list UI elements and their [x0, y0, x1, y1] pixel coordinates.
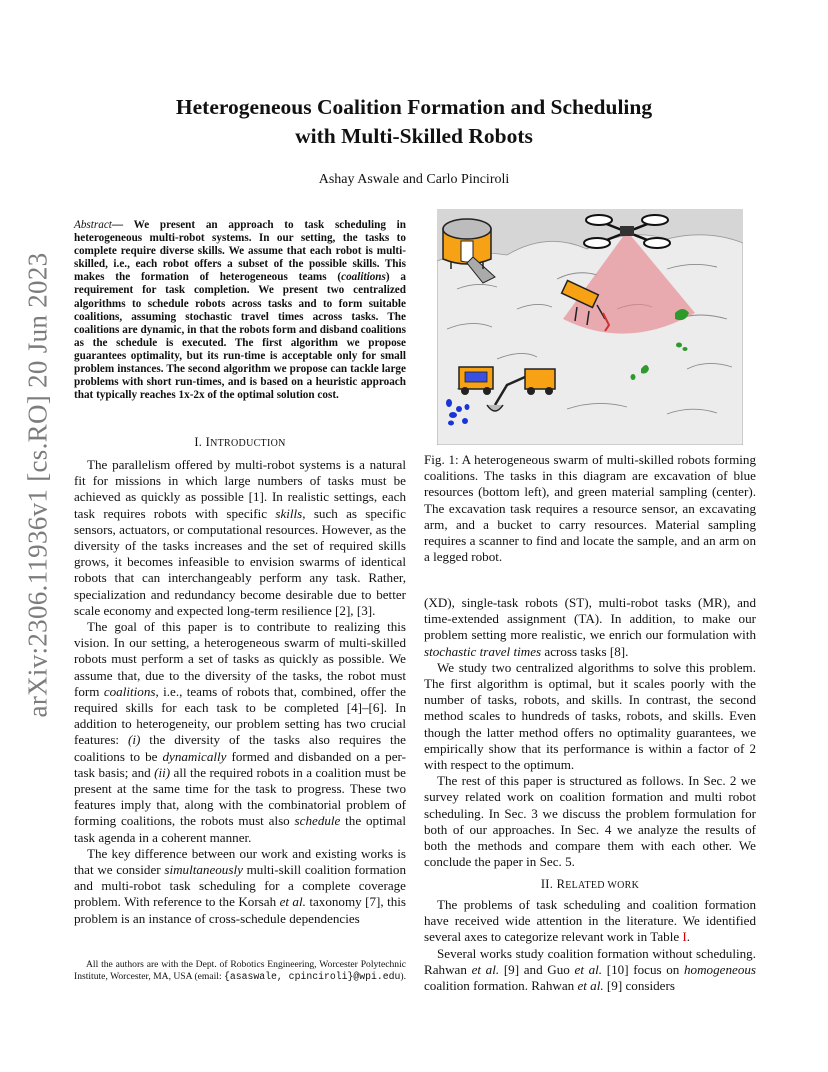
emphasis: (ii) — [154, 764, 171, 780]
section-rest: NTRODUCTION — [210, 438, 286, 449]
footnote-email: {asaswale, cpinciroli}@wpi.edu — [224, 971, 401, 982]
emphasis: dynamically — [162, 748, 227, 764]
text: all the required robots in a coalition must be present at the same time for the task to progress. These two features imply that, along with the combinatorial problem of forming coalitions, the robots must also — [74, 764, 406, 829]
title-line-1: Heterogeneous Coalition Formation and Scheduling — [175, 95, 653, 119]
emphasis: coalitions — [103, 683, 156, 699]
text: [9] and Guo — [499, 961, 575, 977]
text: [9] considers — [603, 978, 675, 994]
emphasis: et al. — [471, 961, 500, 977]
abstract-text-1: We present an approach to task scheduling in heterogeneous multi-robot systems. In our setting, the tasks to complete require diverse skills. We assume that each robot is multi-skilled, i.e., each robot offers a subset of the possible skills. This makes the formation of heterogeneous teams ( — [74, 219, 406, 284]
section-heading-introduction — [74, 435, 406, 450]
abstract-coalitions: coalitions — [341, 271, 386, 284]
text: , such as specific sensors, actuators, or computational resources. However, as the diversity of the tasks increases and the set of required skills grows, it becomes infeasible to envision swarms of identical robots that can interchangeably perform any task. Rather, specialization and redundancy become desirable due to better scale economy and expected long-term resilience [2], [3]. — [74, 505, 406, 618]
section-heading-related-work — [424, 877, 756, 892]
text: coalition formation. Rahwan — [424, 978, 578, 994]
text: The key difference between our work and existing works is that we consider — [74, 845, 406, 878]
text: formed and disbanded on a per-task basis; and — [74, 748, 407, 780]
section-initial: R — [556, 877, 566, 891]
related-work-body — [424, 897, 756, 994]
figure-1-caption: Fig. 1: A heterogeneous swarm of multi-skilled robots forming coalitions. The tasks in this diagram are excavation of blue resources (bottom left), and green material sampling (center). The excavation task requires a resource sensor, an excavating arm, and a bucket to carry resources. Material sampling requires a scanner to find and locate the sample, and an arm on a legged robot. — [424, 452, 756, 565]
arxiv-stamp — [18, 252, 58, 718]
right-paragraph-3: The rest of this paper is structured as follows. In Sec. 2 we survey related work on coalition formation and multi robot scheduling. In Sec. 3 we discuss the problem formulation for both of our approaches. In Sec. 4 we analyze the results of both the methods and compare them with each other. We conclude the paper in Sec. 5. — [424, 773, 756, 870]
author-footnote — [74, 959, 406, 983]
footnote-text: ). — [400, 971, 406, 982]
emphasis: simultaneously — [164, 862, 243, 878]
related-paragraph-2 — [424, 946, 756, 995]
right-paragraph-1 — [424, 595, 756, 660]
emphasis: et al. — [279, 894, 306, 910]
text: (XD), single-task robots (ST), multi-robot tasks (MR), and time-extended assignment (TA). In addition, to make our problem setting more realistic, we enrich our formulation with — [424, 595, 756, 643]
text: The problems of task scheduling and coalition formation have received wide attention in the literature. We identified several axes to categorize relevant work in Table — [424, 897, 756, 945]
abstract-text-2: ) a requirement for task completion. We present two centralized algorithms to schedule robots across tasks and to form suitable coalitions, assuming stochastic travel times across tasks. The coalitions are dynamic, in that the robots form and disband coalitions as the schedule is executed. The first algorithm we propose guarantees optimality, but its run-time is acceptable only for small problem instances. The second algorithm we propose can tackle large problems with short run-times, and is based on a heuristic approach that typically reaches 1x-2x of the optimal solution cost. — [74, 271, 407, 402]
emphasis: schedule — [294, 813, 341, 829]
text: the diversity of the tasks also requires the coalitions to be — [74, 732, 406, 764]
intro-paragraph-3 — [74, 846, 406, 927]
abstract-label: Abstract — [74, 219, 112, 231]
intro-paragraph-2 — [74, 619, 406, 846]
text: . — [686, 929, 691, 945]
text: The goal of this paper is to contribute to realizing this vision. In our setting, a heterogeneous swarm of multi-skilled robots must perform a set of tasks as quickly as possible. We assume that, due to the diversity of the tasks, the robot must form — [74, 619, 406, 699]
text: the optimal task agenda in a coherent manner. — [74, 813, 406, 845]
emphasis: (i) — [128, 732, 141, 748]
text: taxonomy [7], this problem is an instance of cross-schedule dependencies — [74, 894, 407, 926]
robot-swarm-scene — [437, 209, 743, 445]
footnote-text: All the authors are with the Dept. of Robotics Engineering, Worcester Polytechnic Institute, Worcester, MA, USA (email: — [74, 959, 406, 982]
related-paragraph-1 — [424, 897, 756, 946]
text: [10] focus on — [602, 961, 684, 977]
text: across tasks [8]. — [541, 643, 629, 659]
emphasis: et al. — [574, 961, 603, 977]
text: The parallelism offered by multi-robot systems is a natural fit for missions in which large numbers of tasks must be achieved as quickly as possible [1]. In realistic settings, each task requires robots with specific — [74, 457, 406, 521]
emphasis: skills — [275, 505, 303, 521]
abstract — [74, 219, 406, 402]
section-numeral: I. — [194, 435, 206, 449]
abstract-dash: — — [111, 219, 124, 231]
title-line-2: with Multi-Skilled Robots — [295, 124, 533, 148]
introduction-body — [74, 457, 406, 927]
arxiv-stamp-text: arXiv:2306.11936v1 [cs.RO] 20 Jun 2023 — [22, 252, 53, 718]
emphasis: stochastic travel times — [424, 643, 542, 659]
text: multi-skill coalition formation and multi-robot task scheduling for a complete coverage problem. With reference to the Korsah — [74, 862, 406, 910]
right-paragraph-2: We study two centralized algorithms to solve this problem. The first algorithm is optimal, but it scales poorly with the number of tasks, robots, and skills. In contrast, the second method scales to hundreds of tasks, robots, and skills. Even though the latter method offers no optimality guarantees, we empirically show that its performance is within a factor of 2 with respect to the optimum. — [424, 659, 756, 773]
section-numeral: II. — [540, 877, 557, 891]
text: , i.e., teams of robots that, combined, offer the required skills for each task to be completed [4]–[6]. In addition to heterogeneity, our problem setting has two crucial features: — [74, 683, 406, 748]
intro-paragraph-1 — [74, 457, 406, 619]
section-rest: ELATED WORK — [565, 880, 640, 891]
right-column-body — [424, 595, 756, 870]
emphasis: homogeneous — [684, 961, 757, 977]
text: Several works study coalition formation without scheduling. Rahwan — [424, 945, 756, 977]
paper-title — [100, 93, 728, 151]
table-reference-link[interactable]: I — [682, 929, 687, 945]
emphasis: et al. — [577, 978, 604, 994]
author-list: Ashay Aswale and Carlo Pinciroli — [318, 172, 510, 187]
figure-1-illustration — [437, 209, 743, 445]
section-initial: I — [205, 435, 211, 449]
